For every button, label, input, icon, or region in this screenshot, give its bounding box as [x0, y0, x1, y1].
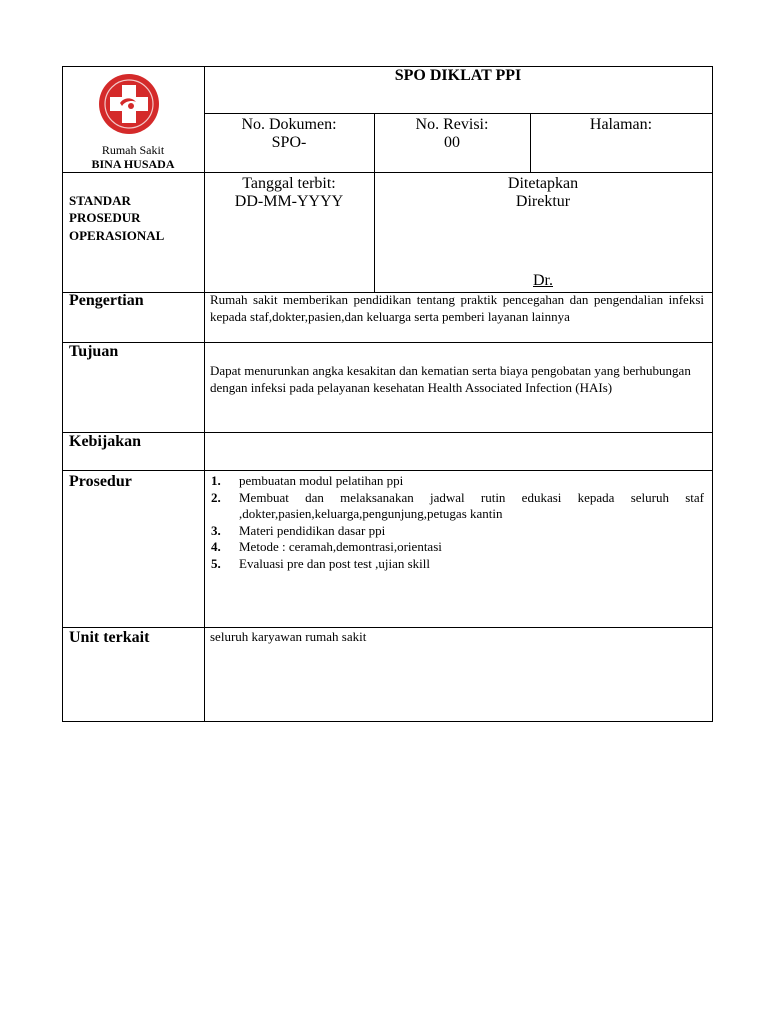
- prosedur-label: Prosedur: [69, 473, 132, 490]
- sop-label-line3: OPERASIONAL: [69, 228, 165, 243]
- row-divider-tujuan: [62, 432, 713, 433]
- hospital-cross-logo-icon: [98, 73, 160, 135]
- border-right: [712, 66, 713, 722]
- prosedur-list: [211, 473, 704, 572]
- list-item: 1. pembuatan modul pelatihan ppi: [211, 473, 404, 488]
- kebijakan-label: Kebijakan: [69, 433, 142, 450]
- column-divider: [204, 66, 205, 722]
- row-divider-prosedur: [62, 627, 713, 628]
- tujuan-label: Tujuan: [69, 343, 119, 360]
- row-divider-kebijakan: [62, 470, 713, 471]
- doc-number-value: SPO-: [271, 134, 307, 151]
- row-divider-pengertian: [62, 342, 713, 343]
- signature-name: Dr.: [533, 272, 553, 289]
- page-label: Halaman:: [589, 116, 653, 133]
- hospital-name-line2: BINA HUSADA: [91, 157, 175, 171]
- list-item-text: Materi pendidikan dasar ppi: [239, 522, 386, 538]
- sop-label-line2: PROSEDUR: [69, 210, 141, 225]
- hospital-logo: [98, 73, 160, 135]
- list-item: 3. Materi pendidikan dasar ppi: [211, 522, 386, 538]
- unit-text: seluruh karyawan rumah sakit: [210, 629, 367, 644]
- tujuan-text: Dapat menurunkan angka kesakitan dan kematian serta biaya pengobatan yang berhubungan dengan infeksi pada pelayanan kesehatan Health Associated Infection (HAIs): [210, 363, 691, 395]
- list-item: 4. Metode : ceramah,demontrasi,orientasi: [211, 539, 442, 554]
- pengertian-text: Rumah sakit memberikan pendidikan tentang praktik pencegahan dan pengendalian infeksi kepada staf,dokter,pasien,dan keluarga serta pemberi layanan lainnya: [210, 292, 704, 324]
- sop-label-line1: STANDAR: [69, 193, 131, 208]
- list-item-text: Membuat dan melaksanakan jadwal rutin edukasi kepada seluruh staf ,dokter,pasien,keluarga,pengunjung,petugas kantin: [239, 489, 704, 521]
- pengertian-label: Pengertian: [69, 292, 144, 309]
- list-item-text: Evaluasi pre dan post test ,ujian skill: [239, 555, 430, 571]
- header-row-divider: [62, 172, 713, 173]
- approved-label: Ditetapkan: [507, 175, 579, 192]
- document-title: SPO DIKLAT PPI: [394, 67, 522, 84]
- doc-number-label: No. Dokumen:: [241, 116, 337, 133]
- list-item: 5. Evaluasi pre dan post test ,ujian skill: [211, 555, 430, 571]
- list-item: 2. Membuat dan melaksanakan jadwal rutin edukasi kepada seluruh staf ,dokter,pasien,keluarga,pengunjung,petugas kantin: [211, 489, 704, 521]
- header-title-divider: [204, 113, 713, 114]
- hospital-name-line1: Rumah Sakit: [101, 143, 165, 157]
- list-item-text: pembuatan modul pelatihan ppi: [239, 473, 404, 488]
- border-bottom: [62, 721, 713, 722]
- issue-date-label: Tanggal terbit:: [242, 175, 336, 192]
- approved-role: Direktur: [515, 193, 571, 210]
- revision-value: 00: [444, 134, 460, 151]
- revision-label: No. Revisi:: [415, 116, 489, 133]
- list-item-text: Metode : ceramah,demontrasi,orientasi: [239, 539, 442, 554]
- issue-date-value: DD-MM-YYYY: [234, 193, 344, 210]
- unit-label: Unit terkait: [69, 629, 150, 646]
